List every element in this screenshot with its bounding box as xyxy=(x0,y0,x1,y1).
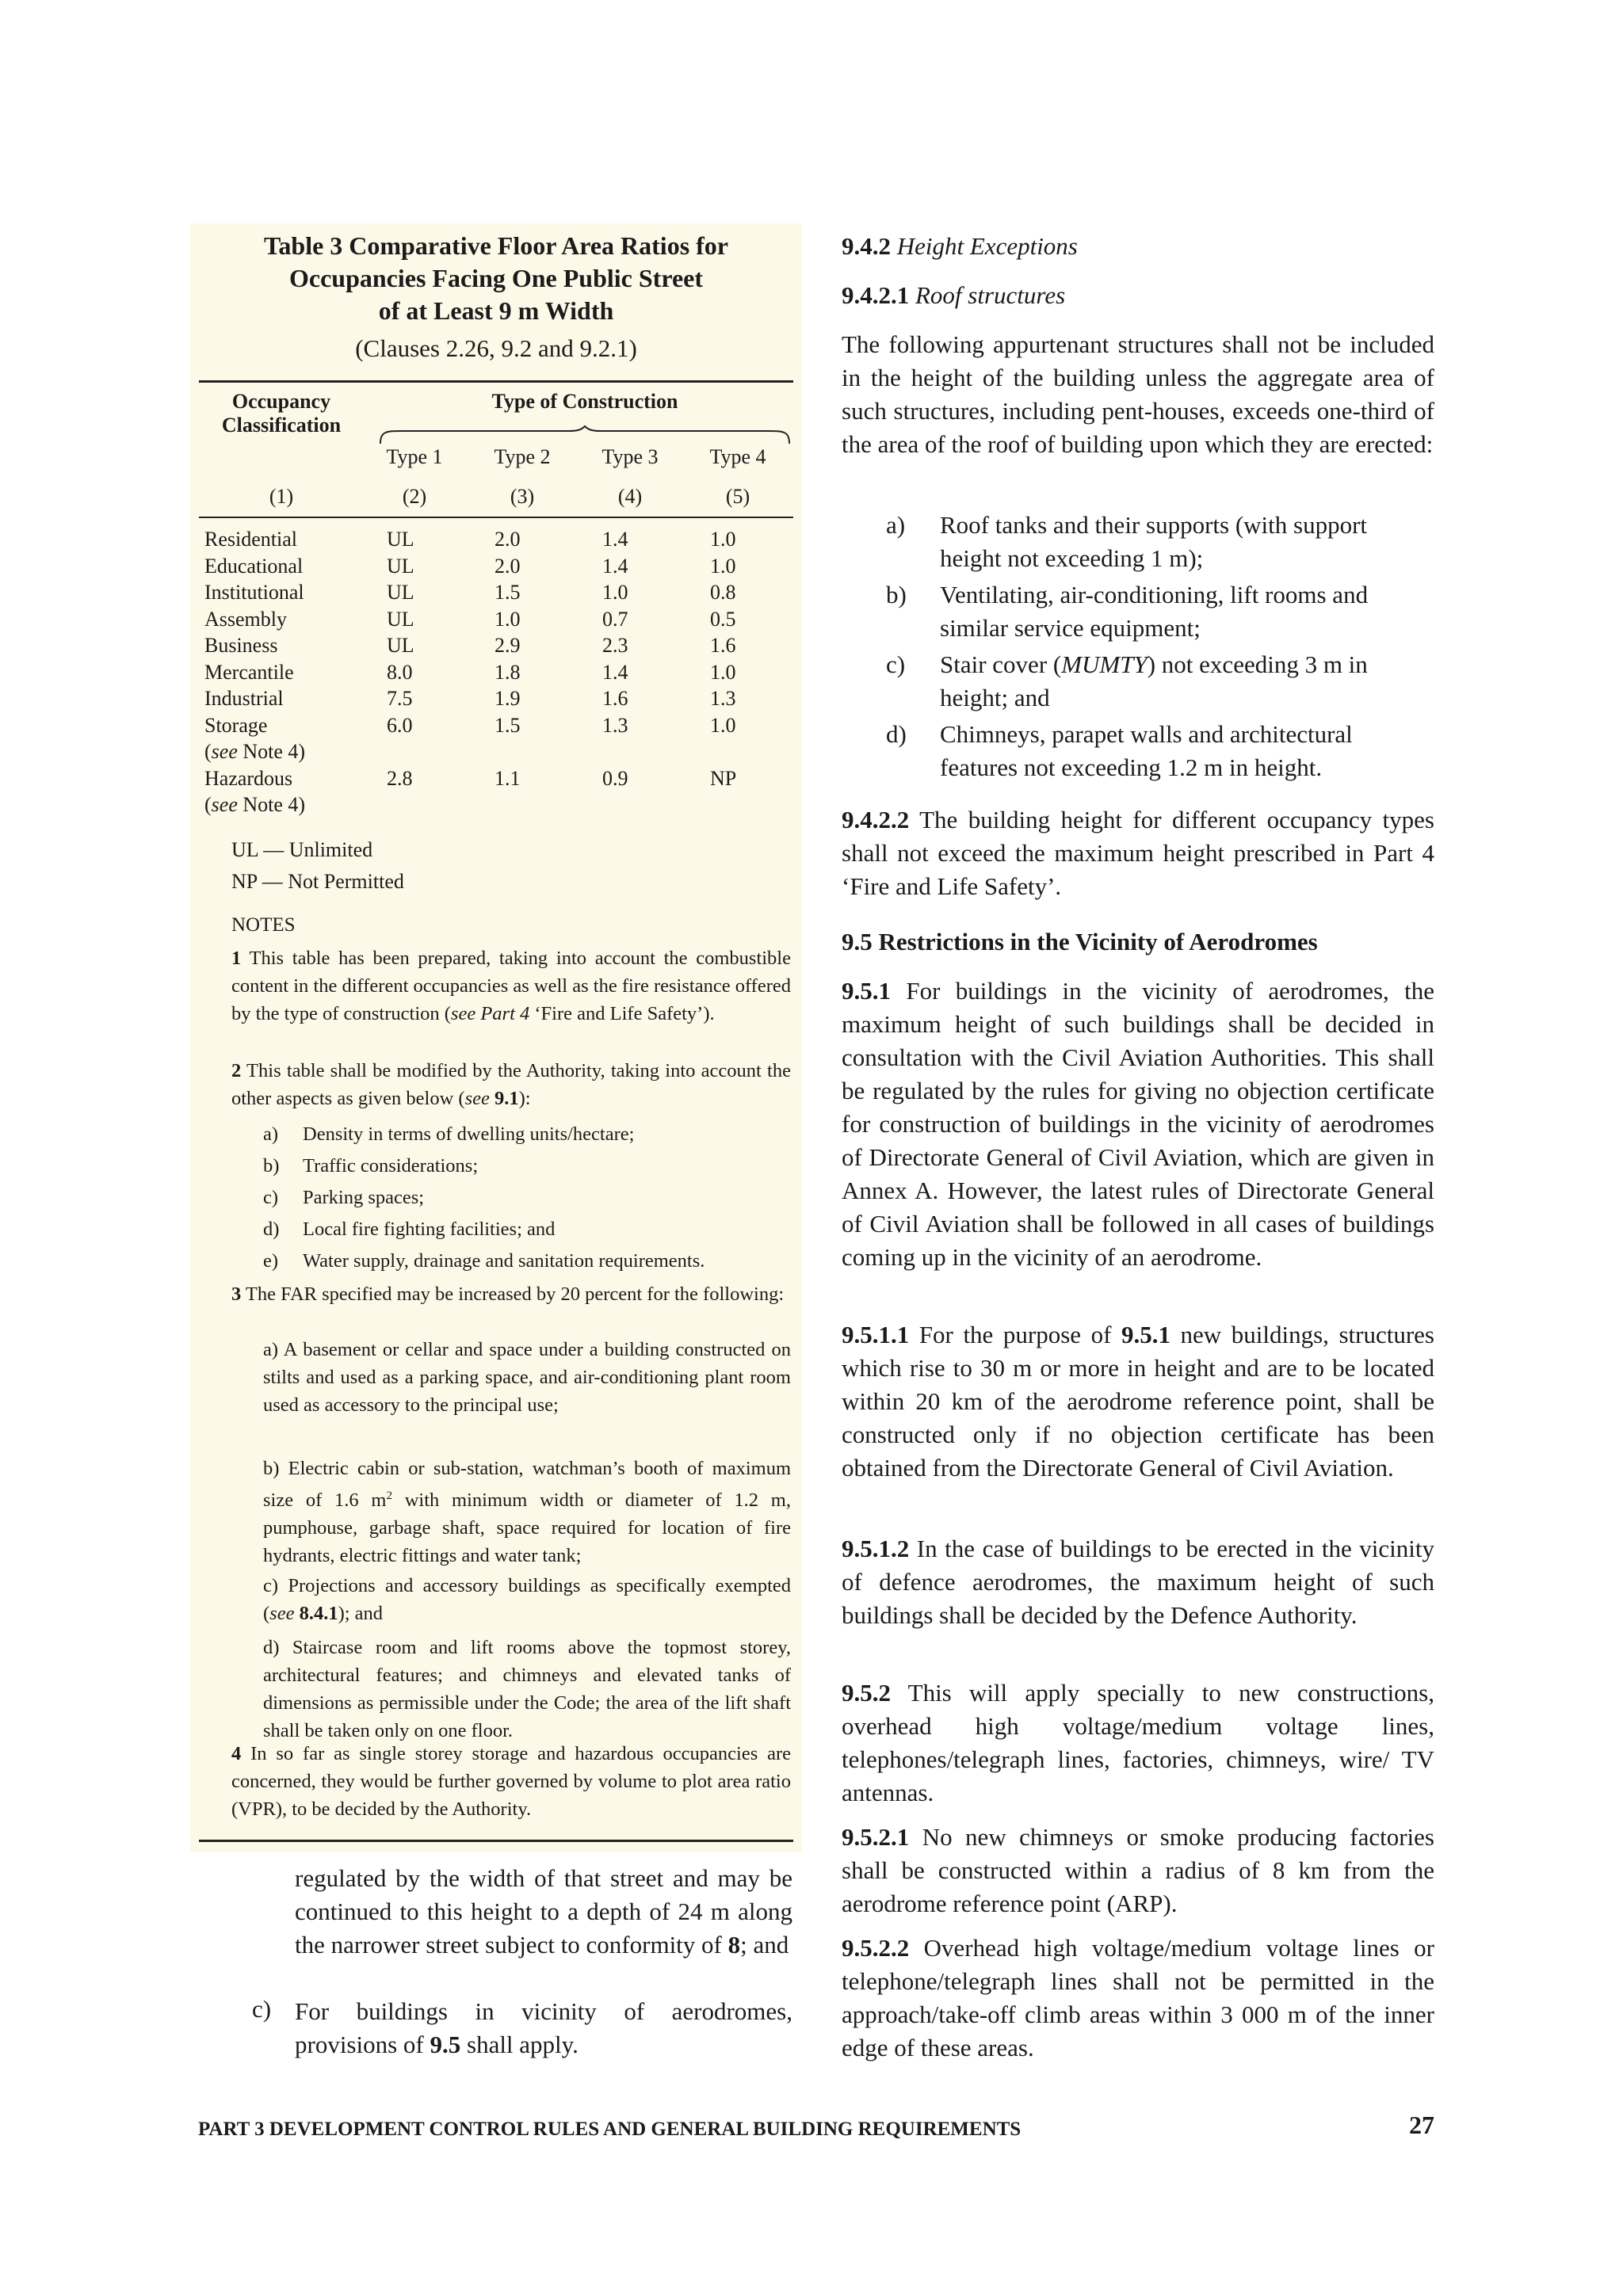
table-cell: 7.5 xyxy=(387,687,413,710)
table-cell: 1.0 xyxy=(710,528,736,551)
note-2: 2 This table shall be modified by the Authority, taking into account the other aspects as given below (see 9.1): xyxy=(231,1060,791,1109)
note-2-item: a) Density in terms of dwelling units/hectare; xyxy=(263,1123,635,1145)
column-number: (3) xyxy=(510,485,535,508)
table-cell: 2.0 xyxy=(495,554,521,578)
table-cell: NP xyxy=(710,766,737,790)
table-cell: 1.9 xyxy=(495,687,521,710)
heading-9-4-2: 9.4.2 Height Exceptions xyxy=(842,232,1078,260)
table-cell: 1.4 xyxy=(602,528,628,551)
table-title-line: Table 3 Comparative Floor Area Ratios for xyxy=(263,231,728,260)
table-cell: 1.0 xyxy=(602,581,628,604)
table-cell: 1.5 xyxy=(495,713,521,737)
table-cell: 1.5 xyxy=(495,581,521,604)
table-cell: UL xyxy=(387,581,414,604)
note-1: 1 This table has been prepared, taking into account the combustible content in the different occupancies as well as the fire resistance offered by the type of construction (see Part 4 ‘Fire and Life Safety’). xyxy=(231,948,791,1024)
table-row-note: (see Note 4) xyxy=(204,740,306,763)
table-cell: 0.9 xyxy=(602,766,628,790)
table-cell: 1.6 xyxy=(710,634,736,657)
table-bottom-rule xyxy=(199,1840,793,1842)
type-header: Type 2 xyxy=(494,445,551,468)
occupancy-header xyxy=(200,390,363,437)
table-cell: UL xyxy=(387,528,414,551)
table-title-line: of at Least 9 m Width xyxy=(378,296,614,325)
para-9-5-1-1: 9.5.1.1 For the purpose of 9.5.1 new buildings, structures which rise to 30 m or more in height and are to be located within 20 km of the aerodrome reference point, shall be constructed only if no objection certificate has been obtained from the Directorate General of Civil Aviation. xyxy=(842,1321,1434,1482)
table-cell: 1.0 xyxy=(710,713,736,737)
note-3-item: c) Projections and accessory buildings as specifically exempted (see 8.4.1); and xyxy=(263,1575,791,1624)
table-cell: 2.9 xyxy=(495,634,521,657)
type-header: Type 1 xyxy=(386,445,443,468)
type-header: Type 3 xyxy=(601,445,659,468)
table-cell: 0.5 xyxy=(710,607,736,631)
column-number: (2) xyxy=(402,485,427,508)
table-cell: 1.8 xyxy=(495,660,521,684)
table-clauses: (Clauses 2.26, 9.2 and 9.2.1) xyxy=(355,334,637,362)
table-row-label: Storage xyxy=(204,713,268,737)
table-cell: 8.0 xyxy=(387,660,413,684)
left-continuation-text: regulated by the width of that street and may be continued to this height to a depth of 24 m along the narrower street subject to conformity of 8; and xyxy=(295,1864,792,1958)
table-cell: UL xyxy=(387,554,414,578)
table-cell: 1.4 xyxy=(602,554,628,578)
note-4: 4 In so far as single storey storage and hazardous occupancies are concerned, they would be further governed by volume to plot area ratio (VPR), to be decided by the Authority. xyxy=(231,1743,791,1820)
table-row-note: (see Note 4) xyxy=(204,793,306,816)
table-row-label: Residential xyxy=(204,528,297,551)
note-2-item: b) Traffic considerations; xyxy=(263,1155,479,1177)
table-row-label: Hazardous xyxy=(204,766,293,790)
para-9-5-1: 9.5.1 For buildings in the vicinity of aerodromes, the maximum height of such buildings shall be decided in consultation with the Civil Aviation Authorities. This shall be regulated by the rules for giving no objection certificate for construction of buildings in the vicinity of aerodromes of Directorate General of Civil Aviation, which are given in Annex A. However, the latest rules of Directorate General of Civil Aviation shall be followed in all cases of buildings coming up in the vicinity of an aerodrome. xyxy=(842,977,1434,1271)
note-2-item: c) Parking spaces; xyxy=(263,1187,425,1208)
table-cell: UL xyxy=(387,634,414,657)
abbr-ul: UL — Unlimited xyxy=(231,838,373,861)
abbr-np: NP — Not Permitted xyxy=(231,870,404,893)
type-of-construction-header: Type of Construction xyxy=(491,390,678,413)
para-9-5-2-2: 9.5.2.2 Overhead high voltage/medium voltage lines or telephone/telegraph lines shall not be permitted in the approach/take-off climb areas within 3 000 m of the inner edge of these areas. xyxy=(842,1934,1434,2061)
roof-structure-item: d) Chimneys, parapet walls and architectural features not exceeding 1.2 m in height. xyxy=(886,720,1353,781)
table-cell: 6.0 xyxy=(387,713,413,737)
table-cell: 0.8 xyxy=(710,581,736,604)
table-cell: 1.3 xyxy=(602,713,628,737)
column-number: (5) xyxy=(725,485,750,508)
item-c-label: c) xyxy=(252,1995,272,2023)
para-9-4-2-1: The following appurtenant structures shall not be included in the height of the building unless the aggregate area of such structures, including pent-houses, exceeds one-third of the area of the roof of building upon which they are erected: xyxy=(842,330,1434,458)
table-cell: 1.4 xyxy=(602,660,628,684)
header-brace xyxy=(379,425,791,447)
note-3-item: b) Electric cabin or sub-station, watchman’s booth of maximum size of 1.6 $m^2$ with minimum width or diameter of 1.2 m, pumphouse, garbage shaft, space required for location of fire hydrants, electric fittings and water tank; xyxy=(263,1458,791,1567)
heading-9-4-2-1: 9.4.2.1 Roof structures xyxy=(842,281,1066,309)
table-cell: 2.3 xyxy=(602,634,628,657)
occupancy-header-line: Occupancy xyxy=(231,390,331,413)
para-9-5-2-1: 9.5.2.1 No new chimneys or smoke producing factories shall be constructed within a radius of 8 km from the aerodrome reference point (ARP). xyxy=(842,1823,1434,1917)
column-number: (1) xyxy=(269,485,294,508)
type-header: Type 4 xyxy=(709,445,766,468)
roof-structure-item: a) Roof tanks and their supports (with support height not exceeding 1 m); xyxy=(886,511,1368,572)
roof-structure-item: b) Ventilating, air-conditioning, lift rooms and similar service equipment; xyxy=(886,581,1369,642)
table-row-label: Mercantile xyxy=(204,660,294,684)
table-header-rule xyxy=(199,517,793,518)
para-9-4-2-2: 9.4.2.2 The building height for different occupancy types shall not exceed the maximum height prescribed in Part 4 ‘Fire and Life Safety’. xyxy=(842,806,1434,900)
table-cell: 2.8 xyxy=(387,766,413,790)
para-9-5-1-2: 9.5.1.2 In the case of buildings to be erected in the vicinity of defence aerodromes, the maximum height of such buildings shall be decided by the Defence Authority. xyxy=(842,1535,1434,1629)
table-cell: 1.1 xyxy=(495,766,521,790)
note-2-item: d) Local fire fighting facilities; and xyxy=(263,1219,556,1240)
table-row-label: Assembly xyxy=(204,607,287,631)
table-cell: 2.0 xyxy=(495,528,521,551)
table-title xyxy=(190,230,802,327)
table-row-label: Institutional xyxy=(204,581,304,604)
table-title-line: Occupancies Facing One Public Street xyxy=(288,264,704,292)
table-row-label: Educational xyxy=(204,554,304,578)
note-2-item: e) Water supply, drainage and sanitation requirements. xyxy=(263,1250,705,1272)
column-number: (4) xyxy=(617,485,643,508)
table-row-label: Industrial xyxy=(204,687,284,710)
table-cell: 1.3 xyxy=(710,687,736,710)
roof-structure-item: c) Stair cover (MUMTY) not exceeding 3 m in height; and xyxy=(886,650,1368,711)
table-top-rule xyxy=(199,380,793,383)
page-number: 27 xyxy=(1409,2111,1434,2139)
note-3: 3 The FAR specified may be increased by 20 percent for the following: xyxy=(231,1283,785,1305)
notes-heading: NOTES xyxy=(231,914,296,936)
para-9-5-2: 9.5.2 This will apply specially to new constructions, overhead high voltage/medium voltage lines, telephones/telegraph lines, factories, chimneys, wire/ TV antennas. xyxy=(842,1679,1434,1806)
note-3-item: a) A basement or cellar and space under a building constructed on stilts and used as a parking space, and air-conditioning plant room used as accessory to the principal use; xyxy=(263,1339,791,1416)
running-footer: PART 3 DEVELOPMENT CONTROL RULES AND GENERAL BUILDING REQUIREMENTS xyxy=(198,2119,1022,2140)
table-cell: 1.0 xyxy=(710,660,736,684)
table-cell: 1.0 xyxy=(710,554,736,578)
table-cell: 1.0 xyxy=(495,607,521,631)
table-cell: 1.6 xyxy=(602,687,628,710)
item-c-text: For buildings in vicinity of aerodromes, provisions of 9.5 shall apply. xyxy=(295,1997,792,2058)
heading-9-5: 9.5 Restrictions in the Vicinity of Aerodromes xyxy=(842,928,1318,955)
note-3-item: d) Staircase room and lift rooms above the topmost storey, architectural features; and chimneys and elevated tanks of dimensions as permissible under the Code; the area of the lift shaft shall be taken only on one floor. xyxy=(263,1637,791,1741)
table-cell: UL xyxy=(387,607,414,631)
table-cell: 0.7 xyxy=(602,607,628,631)
table-row-label: Business xyxy=(204,634,278,657)
occupancy-header-line: Classification xyxy=(221,414,342,437)
